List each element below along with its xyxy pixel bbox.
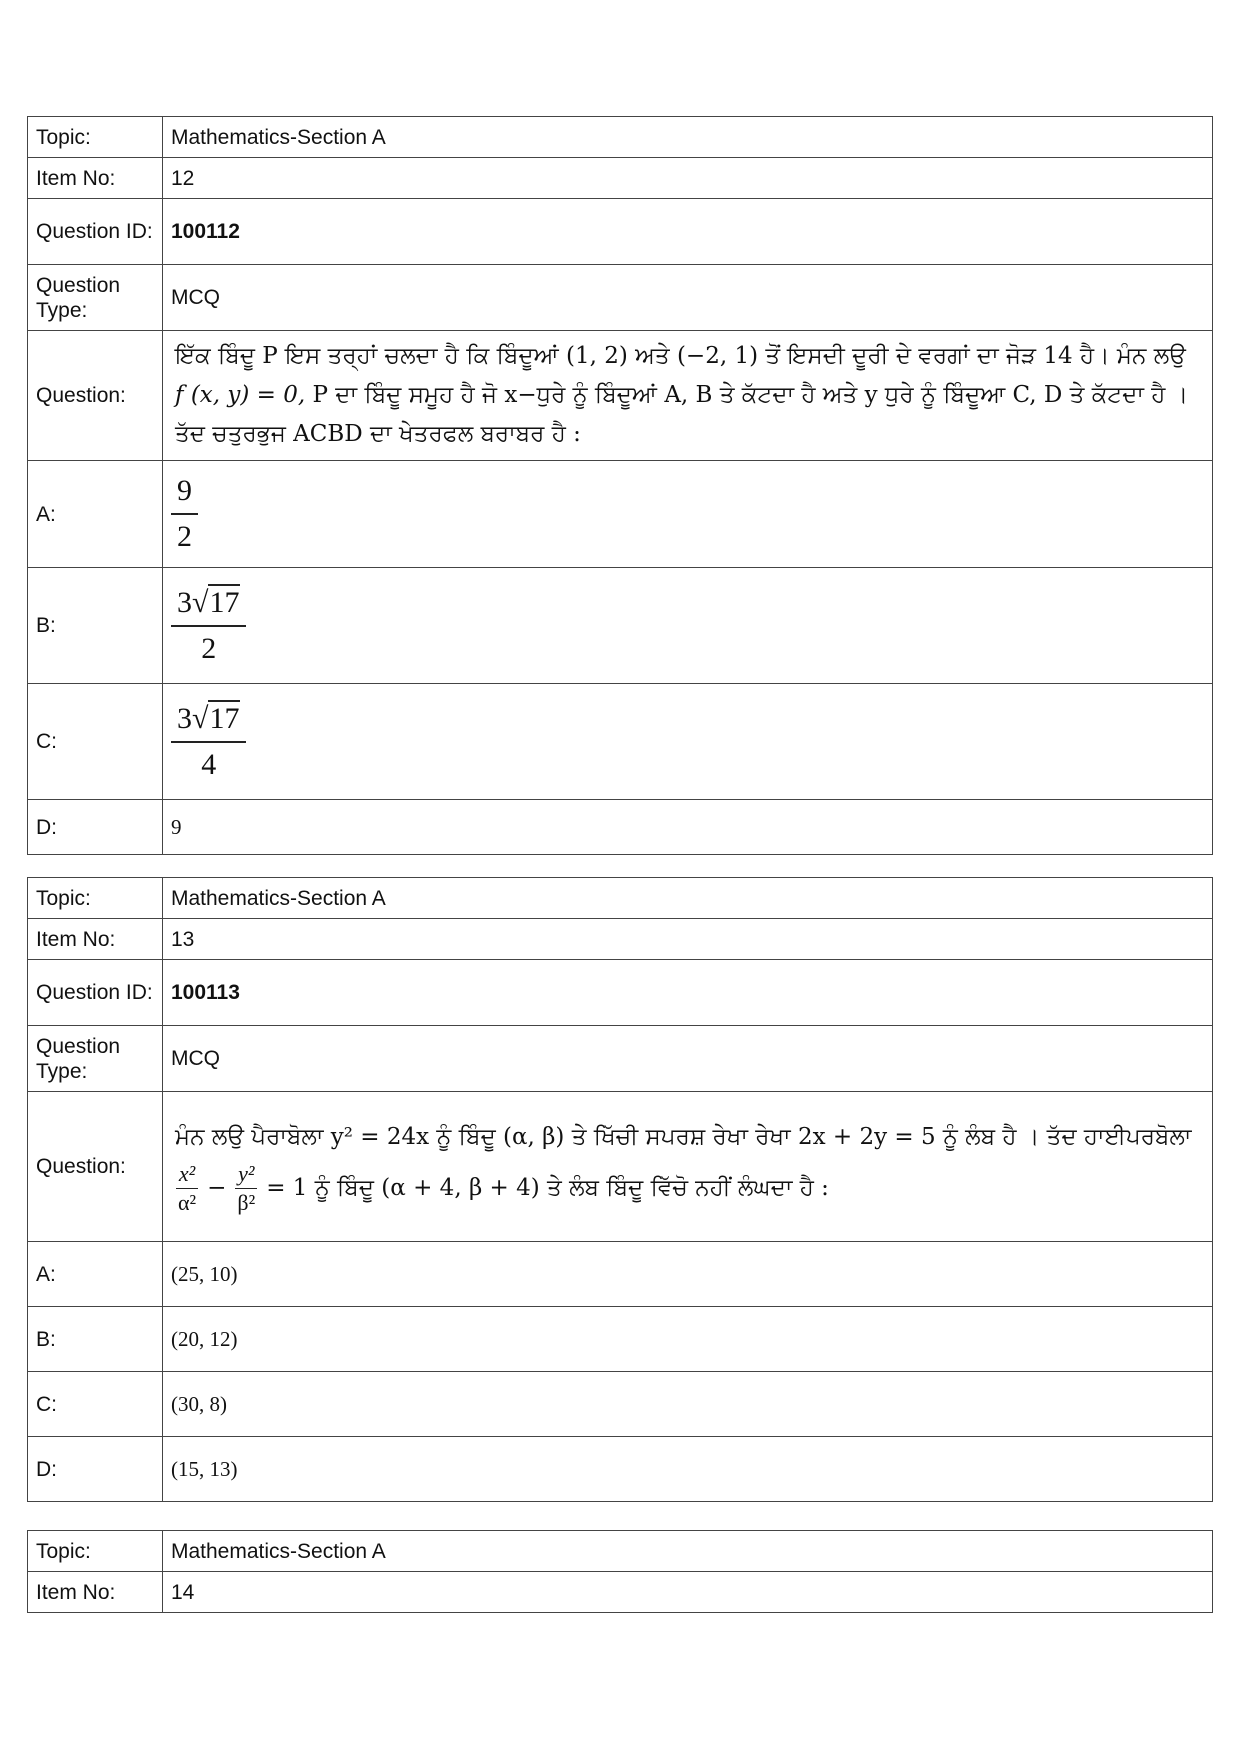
- denominator: 4: [201, 747, 217, 781]
- question-line-1: ਇੱਕ ਬਿੰਦੂ P ਇਸ ਤਰ੍ਹਾਂ ਚਲਦਾ ਹੈ ਕਿ ਬਿੰਦੂਆਂ (1, 2) ਅਤੇ (−2, 1) ਤੋਂ ਇਸਦੀ ਦੂਰੀ ਦੇ ਵਰਗਾਂ ਦਾ ਜੋੜ 14 ਹੈ। ਮੰਨ ਲਉ: [175, 343, 1186, 369]
- item-no-value: 13: [163, 919, 1213, 960]
- option-b-row: [28, 568, 1213, 684]
- square-root: √17: [192, 585, 240, 619]
- item-no-row: [28, 158, 1213, 199]
- numerator: y²: [235, 1161, 257, 1189]
- option-a-label: A:: [28, 461, 163, 568]
- question-type-value: MCQ: [163, 1026, 1213, 1092]
- question-id-row: [28, 199, 1213, 265]
- numerator: [171, 699, 246, 743]
- fraction-y-over-beta: [234, 1161, 258, 1216]
- numerator: x²: [176, 1161, 198, 1189]
- question-id-value: 100113: [163, 960, 1213, 1026]
- radicand: 17: [209, 585, 240, 619]
- option-a-row: [28, 1242, 1213, 1307]
- radicand: 17: [209, 701, 240, 735]
- question-type-row: [28, 1026, 1213, 1092]
- option-d-row: [28, 800, 1213, 855]
- question-line-1: ਮੰਨ ਲਉ ਪੈਰਾਬੋਲਾ y² = 24x ਨੂੰ ਬਿੰਦੂ (α, β) ਤੇ ਖਿੱਚੀ ਸਪਰਸ਼ ਰੇਖਾ ਰੇਖਾ 2x + 2y = 5 ਨੂੰ ਲੰਬ ਹੈ । ਤੱਦ ਹਾਈਪਰਬੋਲਾ: [175, 1123, 1192, 1150]
- item-no-label: Item No:: [28, 1572, 163, 1613]
- function-expression: f (x, y) = 0,: [175, 382, 306, 408]
- item-no-row: [28, 1572, 1213, 1613]
- item-no-value: 14: [163, 1572, 1213, 1613]
- question-type-row: [28, 265, 1213, 331]
- numerator: 9: [171, 471, 198, 515]
- topic-value: Mathematics-Section A: [163, 117, 1213, 158]
- question-id-row: [28, 960, 1213, 1026]
- question-id-label: Question ID:: [28, 960, 163, 1026]
- option-c-value: [163, 684, 1213, 800]
- coefficient: 3: [177, 585, 192, 619]
- topic-label: Topic:: [28, 878, 163, 919]
- option-c-label: C:: [28, 1372, 163, 1437]
- denominator: α²: [178, 1189, 197, 1215]
- topic-row: [28, 117, 1213, 158]
- topic-value: Mathematics-Section A: [163, 878, 1213, 919]
- option-b-label: B:: [28, 1307, 163, 1372]
- question-14-table: [27, 1530, 1213, 1613]
- question-text: [163, 331, 1213, 461]
- option-d-value: (15, 13): [163, 1437, 1213, 1502]
- topic-label: Topic:: [28, 117, 163, 158]
- item-no-label: Item No:: [28, 919, 163, 960]
- question-12-table: [27, 116, 1213, 855]
- denominator: 2: [177, 520, 192, 553]
- item-no-value: 12: [163, 158, 1213, 199]
- question-type-label: Question Type:: [28, 265, 163, 331]
- option-d-row: [28, 1437, 1213, 1502]
- question-type-value: MCQ: [163, 265, 1213, 331]
- question-id-value: 100112: [163, 199, 1213, 265]
- square-root: √17: [192, 701, 240, 735]
- option-c-row: [28, 684, 1213, 800]
- item-no-label: Item No:: [28, 158, 163, 199]
- item-no-row: [28, 919, 1213, 960]
- option-c-row: [28, 1372, 1213, 1437]
- option-b-value: (20, 12): [163, 1307, 1213, 1372]
- question-label: Question:: [28, 1092, 163, 1242]
- option-c-label: C:: [28, 684, 163, 800]
- option-b-row: [28, 1307, 1213, 1372]
- option-a-value: (25, 10): [163, 1242, 1213, 1307]
- topic-row: [28, 878, 1213, 919]
- topic-row: [28, 1531, 1213, 1572]
- numerator: [171, 583, 246, 627]
- option-c-value: (30, 8): [163, 1372, 1213, 1437]
- question-row: [28, 331, 1213, 461]
- question-line-3: ਤੱਦ ਚਤੁਰਭੁਜ ACBD ਦਾ ਖੇਤਰਫਲ ਬਰਾਬਰ ਹੈ :: [175, 421, 581, 447]
- fraction: [171, 471, 198, 557]
- denominator: β²: [237, 1189, 256, 1215]
- option-d-value: 9: [163, 800, 1213, 855]
- question-row: [28, 1092, 1213, 1242]
- option-b-label: B:: [28, 568, 163, 684]
- fraction: [171, 699, 246, 785]
- question-line-2: [175, 1161, 1200, 1216]
- question-type-label: Question Type:: [28, 1026, 163, 1092]
- topic-label: Topic:: [28, 1531, 163, 1572]
- question-line-2: [175, 376, 1200, 415]
- question-label: Question:: [28, 331, 163, 461]
- option-a-label: A:: [28, 1242, 163, 1307]
- minus-sign: −: [207, 1174, 227, 1201]
- fraction: [171, 583, 246, 669]
- question-13-table: [27, 877, 1213, 1502]
- question-text: [163, 1092, 1213, 1242]
- question-line-2-text: P ਦਾ ਬਿੰਦੂ ਸਮੂਹ ਹੈ ਜੋ x−ਧੁਰੇ ਨੂੰ ਬਿੰਦੂਆਂ A, B ਤੇ ਕੱਟਦਾ ਹੈ ਅਤੇ y ਧੁਰੇ ਨੂੰ ਬਿੰਦੂਆ C, D ਤੇ ਕੱਟਦਾ ਹੈ ।: [312, 382, 1189, 408]
- option-d-label: D:: [28, 1437, 163, 1502]
- topic-value: Mathematics-Section A: [163, 1531, 1213, 1572]
- option-b-value: [163, 568, 1213, 684]
- question-line-2-text: = 1 ਨੂੰ ਬਿੰਦੂ (α + 4, β + 4) ਤੇ ਲੰਬ ਬਿੰਦੂ ਵਿੱਚੋ ਨਹੀਂ ਲੰਘਦਾ ਹੈ :: [266, 1174, 829, 1201]
- option-a-row: [28, 461, 1213, 568]
- coefficient: 3: [177, 701, 192, 735]
- denominator: 2: [201, 631, 217, 665]
- question-id-label: Question ID:: [28, 199, 163, 265]
- option-a-value: [163, 461, 1213, 568]
- fraction-x-over-alpha: [175, 1161, 199, 1216]
- option-d-label: D:: [28, 800, 163, 855]
